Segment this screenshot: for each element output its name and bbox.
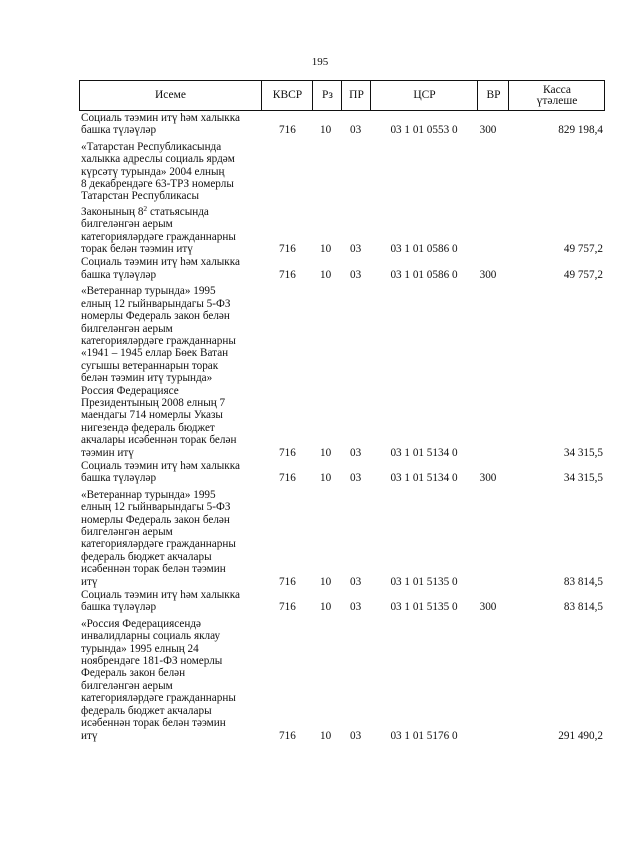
row-name-line: 8 декабрендәге 63-ТРЗ номерлы [81,178,234,191]
cell-csr: 03 1 01 5135 0 [390,601,458,614]
table-row [79,588,605,614]
cell-pr: 03 [350,729,362,742]
cell-vr: 300 [479,268,497,281]
page-number: 195 [311,56,329,68]
row-name-line: билгеләнгән аерым [81,526,173,538]
cell-kassa: 83 814,5 [563,575,603,588]
row-name-line: «Ветераннар турында» 1995 [81,488,216,501]
row-name-line: номерлы Федераль закон белән [81,310,230,323]
row-name [79,459,262,485]
row-name-line: билгеләнгән аерым [81,218,173,231]
cell-rz: 10 [320,601,332,614]
cell-rz: 10 [320,243,332,256]
row-name-line: ноябрендәге 181-ФЗ номерлы [81,655,223,668]
column-header-kvsr: КВСР [261,81,313,110]
cell-kvsr: 716 [279,601,296,614]
row-name-line: Россия Федерациясе [81,384,179,397]
cell-csr: 03 1 01 0586 0 [390,243,458,256]
cell-csr: 03 1 01 0586 0 [390,268,458,281]
table-row [79,459,605,485]
row-name-line: торак белән тәэмин итү [81,243,193,256]
row-name [79,111,262,137]
row-name-line [81,203,262,218]
cell-kvsr: 716 [279,124,296,137]
row-name-line: билгеләнгән аерым [81,679,173,692]
cell-csr: 03 1 01 5134 0 [390,472,458,485]
cell-vr: 300 [479,472,497,485]
row-name-line: белән тәэмин итү турында» [81,372,213,385]
row-name-line: күрсәтү турында» 2004 елның [81,165,225,178]
row-name-text: статьясында [147,205,209,218]
row-name-line: Татарстан Республикасы [81,190,199,203]
row-name-line: башка түләүләр [81,472,157,485]
row-name [79,141,262,256]
row-name-line: исәбеннән торак белән тәэмин [81,717,226,730]
row-name-line: башка түләүләр [81,268,157,281]
row-name-line: билгеләнгән аерым [81,322,173,335]
row-name-line: федераль бюджет акчалары [81,704,212,717]
row-name-line: «Ветераннар турында» 1995 [81,285,216,298]
cell-kvsr: 716 [279,575,296,588]
row-name-line: Президентының 2008 елның 7 [81,396,226,409]
row-name-line: федераль бюджет акчалары [81,550,212,563]
cell-kvsr: 716 [279,268,296,281]
row-name [79,255,262,281]
cell-pr: 03 [350,268,362,281]
cell-rz: 10 [320,124,332,137]
cell-rz: 10 [320,575,332,588]
row-name-line: елның 12 гыйнварындагы 5-ФЗ [81,297,231,310]
row-name [79,489,262,588]
row-name-line: Социаль тәэмин итү һәм халыкка [81,256,240,269]
row-name-line: «1941 – 1945 еллар Бөек Ватан [81,347,229,360]
row-name-line: категорияләрдәге гражданнарны [81,334,236,347]
cell-kassa: 49 757,2 [563,243,603,256]
row-name-line: халыкка адреслы социаль ярдәм [81,153,235,166]
row-name-line: турында» 1995 елның 24 [81,642,199,655]
table-row [79,285,605,459]
cell-kassa: 829 198,4 [558,124,603,137]
row-name-line: категорияләрдәге гражданнарны [81,230,236,243]
cell-kvsr: 716 [279,729,296,742]
row-name-line: исәбеннән торак белән тәэмин [81,563,226,576]
table-header [79,80,605,111]
row-name-line: маендагы 714 номерлы Указы [81,409,223,422]
cell-csr: 03 1 01 0553 0 [390,124,458,137]
table-row [79,141,605,256]
column-header-csr: ЦСР [370,81,478,110]
row-name-line: сугышы ветераннарын торак [81,359,219,372]
cell-rz: 10 [320,446,332,459]
cell-csr: 03 1 01 5134 0 [390,446,458,459]
column-header-pr: ПР [341,81,371,110]
kassa-header-line1: Касса [542,83,572,96]
row-name-line: Социаль тәэмин итү һәм халыкка [81,589,240,602]
row-name-line: тәэмин итү [81,446,134,459]
cell-rz: 10 [320,472,332,485]
column-header-rz: Рз [312,81,342,110]
cell-kassa: 34 315,5 [563,446,603,459]
cell-kassa: 83 814,5 [563,601,603,614]
row-name-line: инвалидларны социаль яклау [81,630,221,643]
row-name-line: категорияләрдәге гражданнарны [81,538,236,551]
row-name-line: башка түләүләр [81,601,157,614]
superscript: 2 [143,203,148,213]
row-name-line: категорияләрдәге гражданнарны [81,692,236,705]
row-name-line: итү [81,729,98,742]
table-row [79,489,605,588]
cell-pr: 03 [350,446,362,459]
cell-kassa: 49 757,2 [563,268,603,281]
row-name-line: нигезендә федераль бюджет [81,421,215,434]
row-name-text: Законының 8 [81,205,144,218]
cell-kvsr: 716 [279,472,296,485]
row-name-line: номерлы Федераль закон белән [81,513,230,526]
column-header-name: Исеме [154,89,187,101]
cell-csr: 03 1 01 5135 0 [390,575,458,588]
row-name-line: «Россия Федерациясендә [81,617,201,630]
cell-rz: 10 [320,268,332,281]
cell-vr: 300 [479,601,497,614]
cell-kvsr: 716 [279,446,296,459]
row-name [79,285,262,459]
cell-kassa: 291 490,2 [558,729,603,742]
table-row [79,111,605,137]
cell-vr: 300 [479,124,497,137]
row-name-line: Социаль тәэмин итү һәм халыкка [81,112,240,124]
row-name-line: Социаль тәэмин итү һәм халыкка [81,459,240,472]
row-name-line: Федераль закон белән [81,667,186,680]
cell-rz: 10 [320,729,332,742]
table-body [79,111,605,742]
column-header-kassa [508,81,605,110]
table-row [79,255,605,281]
row-name-line: башка түләүләр [81,124,157,137]
row-name-line: итү [81,575,98,588]
row-name-line: акчалары исәбеннән торак белән [81,434,237,447]
row-name-line: елның 12 гыйнварындагы 5-ФЗ [81,501,231,514]
row-name-line: «Татарстан Республикасында [81,140,222,153]
column-header-vr: ВР [477,81,509,110]
cell-csr: 03 1 01 5176 0 [390,729,458,742]
row-name [79,588,262,614]
cell-pr: 03 [350,124,362,137]
cell-pr: 03 [350,243,362,256]
row-name [79,618,262,742]
cell-pr: 03 [350,575,362,588]
cell-pr: 03 [350,601,362,614]
cell-pr: 03 [350,472,362,485]
kassa-header-line2: үтәлеше [536,94,578,107]
cell-kvsr: 716 [279,243,296,256]
table-row [79,618,605,742]
cell-kassa: 34 315,5 [563,472,603,485]
